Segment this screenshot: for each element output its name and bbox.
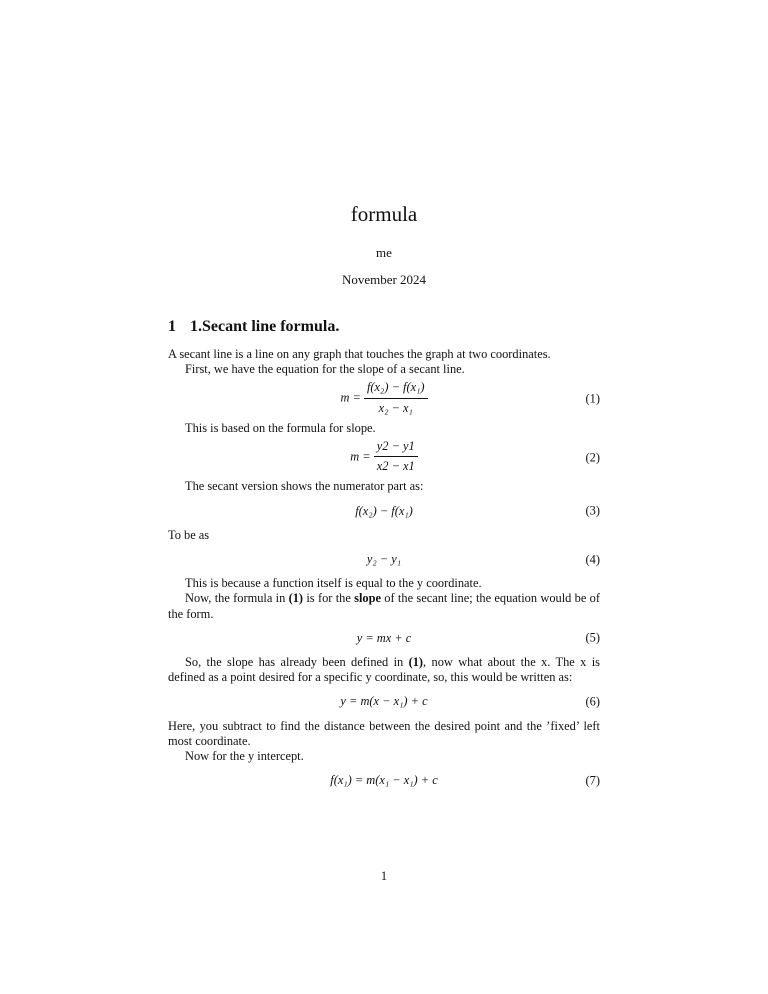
section-heading bbox=[168, 318, 600, 336]
paragraph-now-formula-text: of the secant line; the equation would be of the form. bbox=[168, 591, 600, 621]
paragraph-to-be-as: To be as bbox=[168, 527, 210, 542]
paragraph-here-subtract: Here, you subtract to find the distance between the desired point and the ’fixed’ left most coordinate. bbox=[168, 718, 600, 748]
equation-1-reference: (1) bbox=[288, 591, 304, 606]
equation-1-number: (1) bbox=[585, 391, 600, 406]
slope-emphasis: slope bbox=[354, 591, 381, 606]
equation-3 bbox=[168, 504, 600, 519]
equation-4 bbox=[168, 552, 600, 567]
equation-3-body: f(x₂) − f(x₁) bbox=[355, 503, 413, 518]
document-date: November 2024 bbox=[341, 272, 427, 287]
equation-2-number: (2) bbox=[585, 450, 600, 465]
paragraph-secant-numerator: The secant version shows the numerator part as: bbox=[185, 479, 424, 494]
equation-1-denominator: x₂ − x₁ bbox=[378, 400, 413, 415]
paragraph-so-slope-text: , now what about the x. The x is defined as a point desired for a specific y coordinate, so, this would be written as: bbox=[168, 655, 600, 685]
equation-6-body: y = m(x − x₁) + c bbox=[340, 694, 428, 709]
equation-1 bbox=[168, 382, 600, 415]
paragraph-based-on-slope: This is based on the formula for slope. bbox=[185, 420, 376, 435]
equation-1-numerator: f(x₂) − f(x₁) bbox=[364, 380, 428, 398]
equation-7 bbox=[168, 773, 600, 788]
equation-6-number: (6) bbox=[585, 694, 600, 709]
equation-1-reference: (1) bbox=[408, 655, 424, 670]
equation-2-numerator: y2 − y1 bbox=[374, 439, 418, 457]
paragraph-now-formula-text: Now, the formula in bbox=[185, 591, 289, 606]
paragraph-now-formula-text: is for the bbox=[303, 591, 355, 606]
equation-5 bbox=[168, 631, 600, 646]
paragraph-first-equation-intro: First, we have the equation for the slope of a secant line. bbox=[185, 362, 465, 377]
equation-2-lhs: m = bbox=[350, 449, 374, 464]
page-number: 1 bbox=[380, 869, 388, 883]
paragraph-so-slope bbox=[168, 655, 600, 685]
equation-1-lhs: m = bbox=[340, 390, 364, 405]
equation-5-body: y = mx + c bbox=[356, 630, 412, 645]
paragraph-y-intercept: Now for the y intercept. bbox=[185, 749, 304, 764]
document-title: formula bbox=[350, 202, 418, 226]
equation-5-number: (5) bbox=[585, 630, 600, 645]
equation-6 bbox=[168, 694, 600, 709]
paragraph-intro: A secant line is a line on any graph that touches the graph at two coordinates. bbox=[168, 347, 551, 361]
equation-2-fraction bbox=[374, 439, 418, 474]
equation-4-body: y₂ − y₁ bbox=[366, 552, 402, 567]
section-title: 1.Secant line formula. bbox=[190, 318, 340, 335]
paragraph-so-slope-text: So, the slope has already been defined in bbox=[185, 655, 409, 670]
equation-3-number: (3) bbox=[585, 503, 600, 518]
equation-1-fraction bbox=[364, 380, 428, 415]
equation-2-denominator: x2 − x1 bbox=[376, 459, 415, 474]
paragraph-now-formula bbox=[168, 591, 600, 621]
section-number: 1 bbox=[168, 318, 176, 335]
paragraph-function-equals-y: This is because a function itself is equal to the y coordinate. bbox=[185, 576, 482, 591]
document-author: me bbox=[376, 245, 392, 260]
equation-7-number: (7) bbox=[585, 773, 600, 788]
equation-4-number: (4) bbox=[585, 552, 600, 567]
equation-2 bbox=[168, 441, 600, 474]
equation-7-body: f(x₁) = m(x₁ − x₁) + c bbox=[330, 773, 438, 788]
